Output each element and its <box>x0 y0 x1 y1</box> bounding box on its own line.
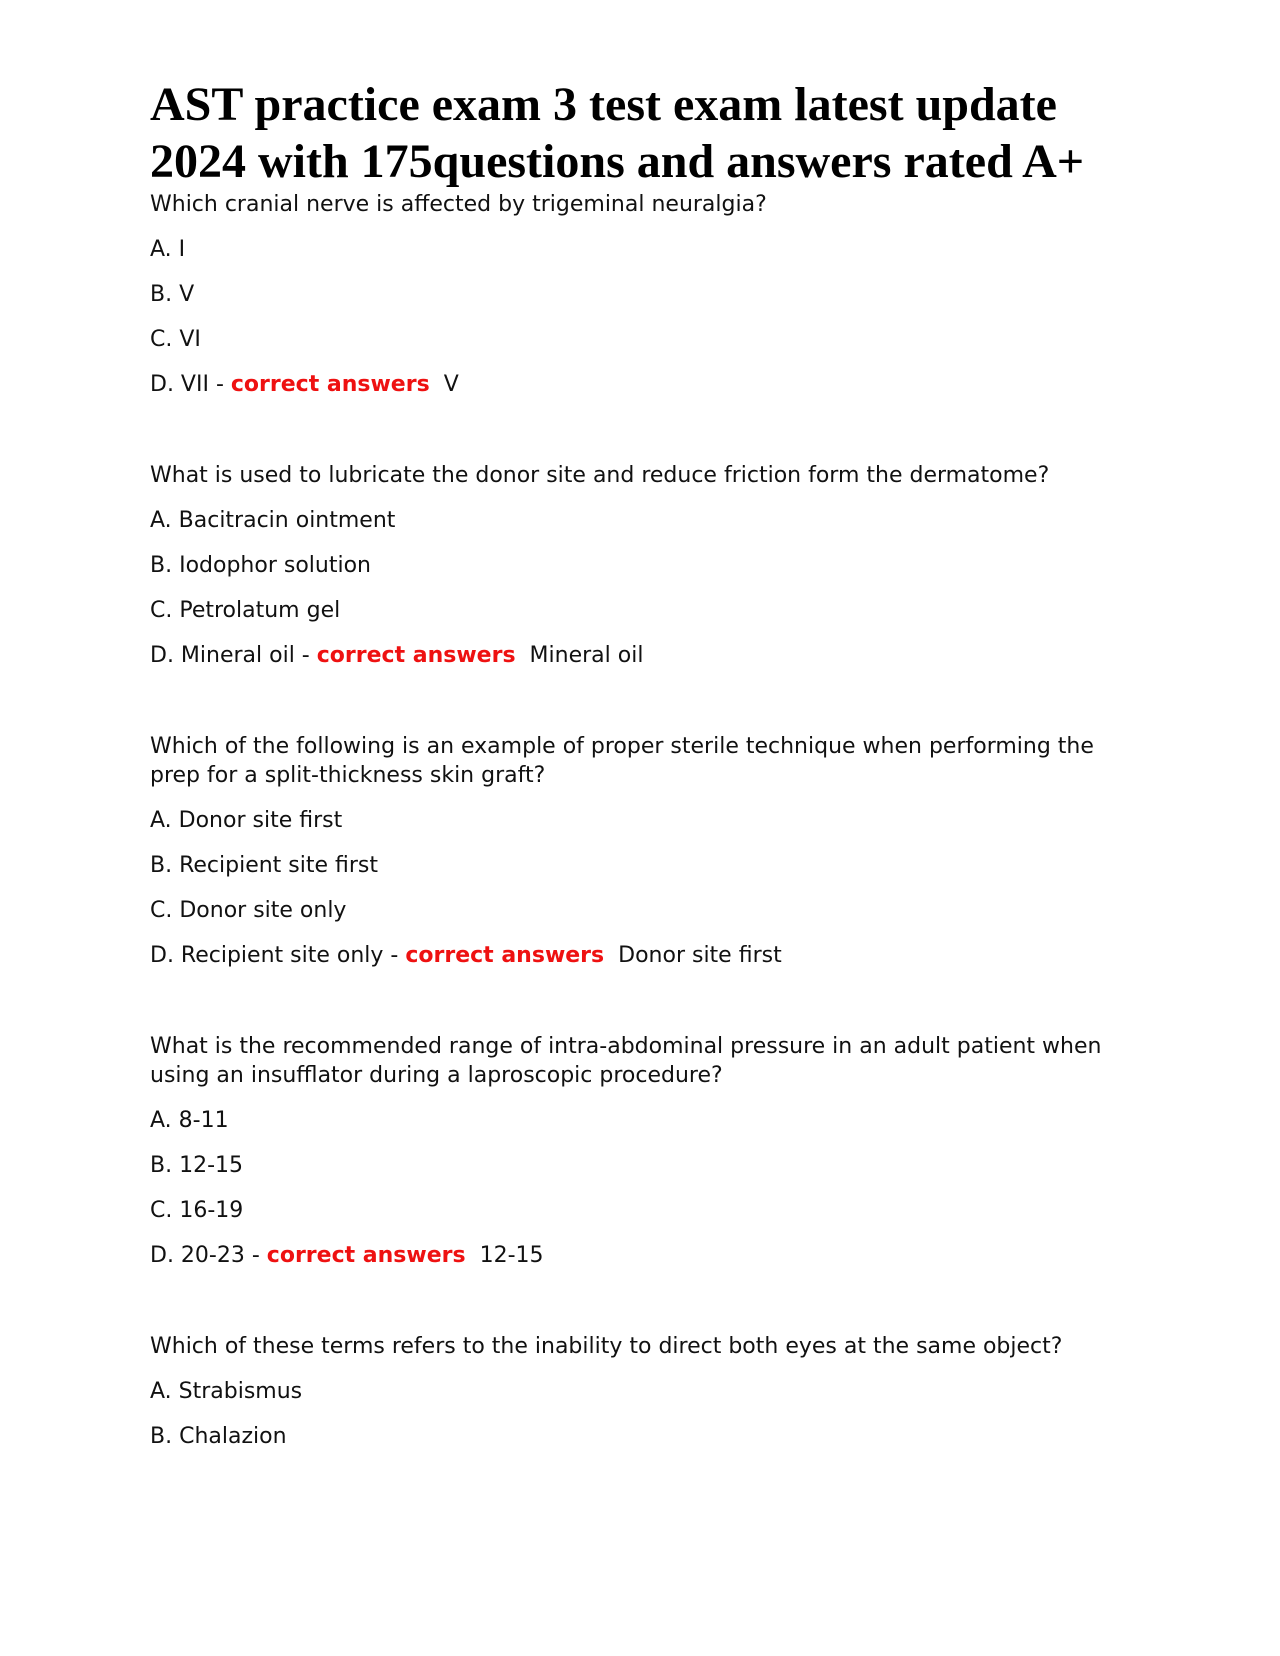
question-block <box>150 190 1130 399</box>
question-block <box>150 1032 1130 1270</box>
answer-option: C. Donor site only <box>150 898 347 923</box>
answer-option: B. Recipient site first <box>150 853 379 878</box>
correct-answers-label: correct answers <box>316 643 516 668</box>
question-text: Which of these terms refers to the inability to direct both eyes at the same object? <box>150 1334 1063 1359</box>
question-block <box>150 1332 1130 1451</box>
document-page <box>150 76 1130 1467</box>
answer-option-with-correct <box>150 1241 1130 1270</box>
answer-option: C. 16-19 <box>150 1198 244 1223</box>
answer-option: A. 8-11 <box>150 1108 229 1133</box>
correct-answers-label: correct answers <box>266 1243 466 1268</box>
answer-option: B. 12-15 <box>150 1153 244 1178</box>
answer-option: B. Iodophor solution <box>150 553 371 578</box>
answer-option-text: D. Mineral oil - <box>150 643 310 668</box>
correct-answers-label: correct answers <box>405 943 605 968</box>
answer-option: A. Strabismus <box>150 1379 303 1404</box>
answer-option: C. Petrolatum gel <box>150 598 341 623</box>
correct-answer-value: 12-15 <box>479 1243 544 1268</box>
document-title: AST practice exam 3 test exam latest update 2024 with 175questions and answers rated A+ <box>150 78 1085 188</box>
answer-option-with-correct <box>150 941 1130 970</box>
answer-option: A. Donor site first <box>150 808 343 833</box>
answer-option-with-correct <box>150 641 1130 670</box>
question-text: Which cranial nerve is affected by trigeminal neuralgia? <box>150 192 767 217</box>
answer-option: C. VI <box>150 327 201 352</box>
answer-option: A. Bacitracin ointment <box>150 508 396 533</box>
answer-option-text: D. VII - <box>150 372 224 397</box>
question-block <box>150 732 1130 970</box>
question-text: What is used to lubricate the donor site and reduce friction form the dermatome? <box>150 463 1050 488</box>
correct-answers-label: correct answers <box>230 372 430 397</box>
correct-answer-value: Donor site first <box>618 943 782 968</box>
correct-answer-value: Mineral oil <box>529 643 644 668</box>
answer-option: B. V <box>150 282 195 307</box>
question-text: What is the recommended range of intra-abdominal pressure in an adult patient when using an insufflator during a laproscopic procedure? <box>150 1034 1102 1088</box>
answer-option: B. Chalazion <box>150 1424 287 1449</box>
answer-option: A. I <box>150 237 186 262</box>
question-block <box>150 461 1130 670</box>
answer-option-with-correct <box>150 370 1130 399</box>
answer-option-text: D. Recipient site only - <box>150 943 399 968</box>
question-text: Which of the following is an example of proper sterile technique when performing the prep for a split-thickness skin graft? <box>150 734 1094 788</box>
answer-option-text: D. 20-23 - <box>150 1243 260 1268</box>
correct-answer-value: V <box>443 372 459 397</box>
